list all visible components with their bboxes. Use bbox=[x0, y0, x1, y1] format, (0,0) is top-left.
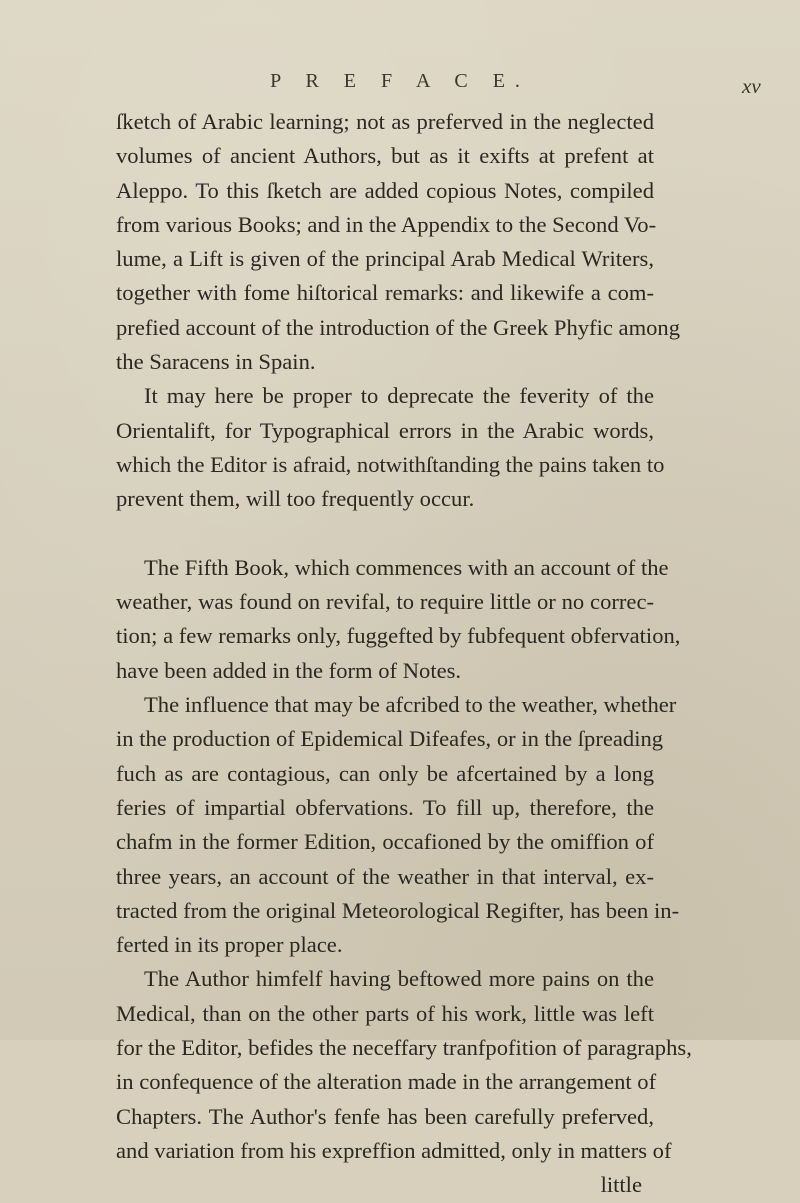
paragraph bbox=[116, 688, 680, 962]
text-line: prefied account of the introduction of the Greek Phyfic among bbox=[116, 314, 681, 340]
text-line: lume, a Lift is given of the principal Arab Medical Writers, bbox=[116, 246, 654, 272]
paragraph bbox=[116, 551, 681, 688]
text-line: prevent them, will too frequently occur. bbox=[116, 486, 475, 512]
text-line: feries of impartial obfervations. To fill up, therefore, the bbox=[116, 794, 654, 820]
text-line: in the production of Epidemical Difeafes, or in the ſpreading bbox=[116, 726, 664, 752]
text-line: chafm in the former Edition, occafioned by the omiffion of bbox=[116, 829, 654, 855]
paragraph bbox=[116, 105, 681, 379]
text-line: ferted in its proper place. bbox=[116, 932, 343, 958]
page-number: xv bbox=[742, 74, 761, 98]
text-line: from various Books; and in the Appendix to the Second Vo- bbox=[116, 211, 657, 237]
text-line: The influence that may be afcribed to the weather, whether bbox=[144, 692, 677, 718]
text-line: Orientalift, for Typographical errors in the Arabic words, bbox=[116, 417, 654, 443]
text-line: ſketch of Arabic learning; not as preferved in the neglected bbox=[116, 109, 654, 134]
running-head: P R E F A C E. bbox=[270, 70, 530, 92]
text-line: Chapters. The Author's fenfe has been carefully preferved, bbox=[116, 1103, 654, 1129]
text-line: and variation from his expreffion admitted, only in matters of bbox=[116, 1137, 672, 1163]
text-line: It may here be proper to deprecate the feverity of the bbox=[144, 383, 654, 409]
text-line: fuch as are contagious, can only be afcertained by a long bbox=[116, 760, 654, 786]
catchword: little bbox=[600, 1172, 642, 1198]
text-line: which the Editor is afraid, notwithſtanding the pains taken to bbox=[116, 451, 665, 477]
section-gap bbox=[116, 517, 654, 551]
text-line: the Saracens in Spain. bbox=[116, 349, 316, 375]
text-line: tracted from the original Meteorological Regifter, has been in- bbox=[116, 897, 680, 923]
text-line: volumes of ancient Authors, but as it exifts at prefent at bbox=[116, 143, 654, 169]
text-line: tion; a few remarks only, fuggefted by fubfequent obfervation, bbox=[116, 623, 681, 649]
paragraph bbox=[116, 379, 665, 516]
body-text bbox=[116, 105, 692, 1203]
text-line: Aleppo. To this ſketch are added copious Notes, compiled bbox=[116, 177, 654, 203]
text-line: weather, was found on revifal, to require little or no correc- bbox=[116, 589, 654, 615]
text-line: for the Editor, befides the neceffary tranfpofition of paragraphs, bbox=[116, 1035, 692, 1061]
text-line: in confequence of the alteration made in the arrangement of bbox=[116, 1069, 657, 1095]
text-line: three years, an account of the weather in that interval, ex- bbox=[116, 863, 654, 889]
paragraph bbox=[116, 962, 692, 1168]
text-line: have been added in the form of Notes. bbox=[116, 657, 462, 683]
text-line: The Fifth Book, which commences with an account of the bbox=[144, 554, 669, 580]
text-line: together with fome hiſtorical remarks: and likewife a com- bbox=[116, 280, 654, 306]
text-line: The Author himfelf having beftowed more pains on the bbox=[144, 966, 654, 992]
text-line: Medical, than on the other parts of his work, little was left bbox=[116, 1000, 654, 1026]
